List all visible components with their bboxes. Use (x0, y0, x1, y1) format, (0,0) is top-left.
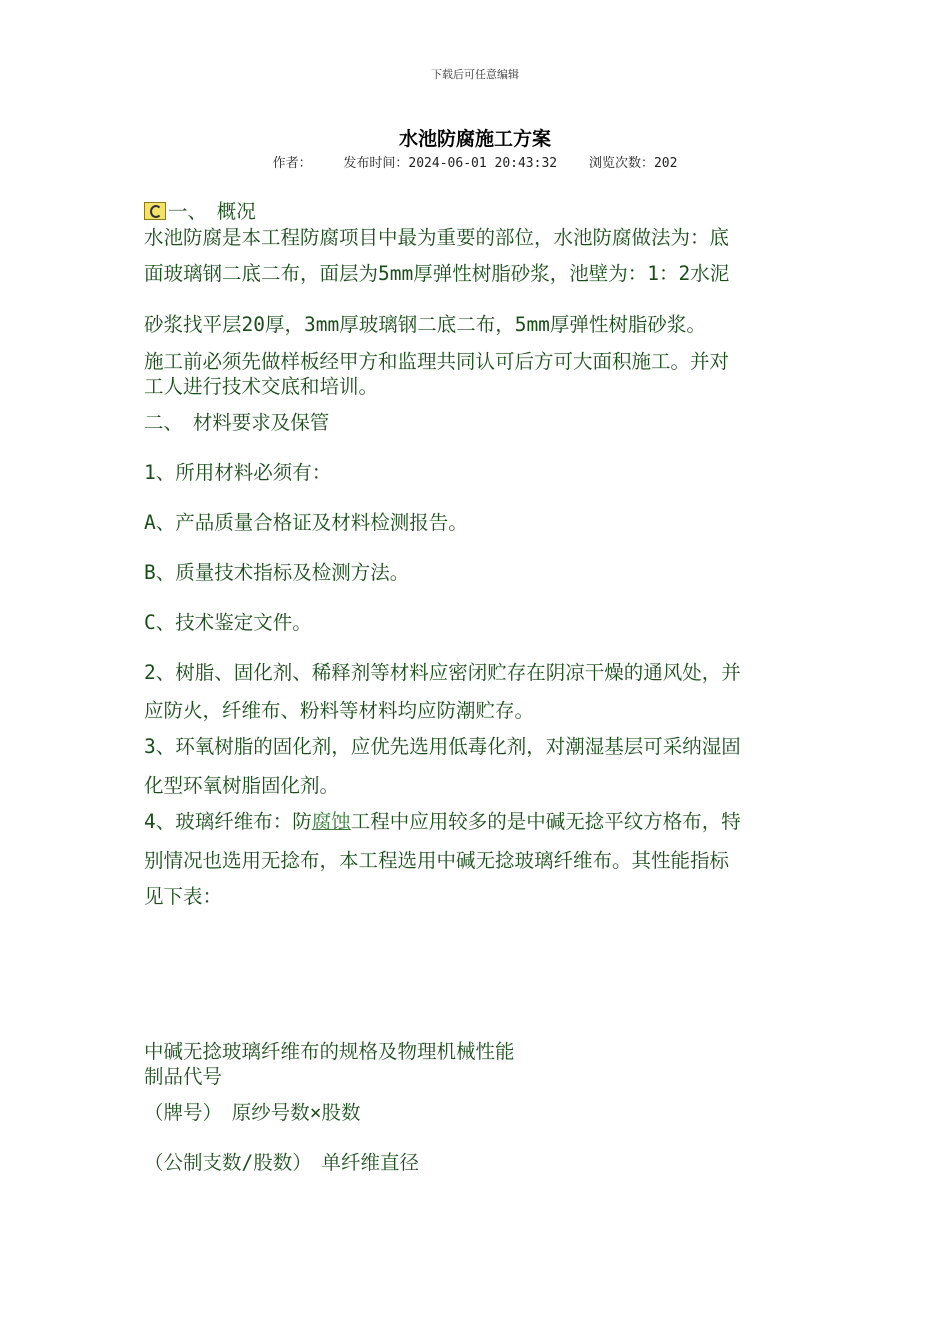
section-heading-1 (144, 196, 256, 224)
table-caption: 中碱无捻玻璃纤维布的规格及物理机械性能 (144, 1040, 515, 1063)
paragraph-line: 水池防腐是本工程防腐项目中最为重要的部位，水池防腐做法为：底 (144, 226, 730, 249)
corrosion-link[interactable]: 腐蚀 (311, 810, 351, 833)
table-header-cell: （牌号） 原纱号数×股数 (144, 1101, 361, 1124)
list-item-text: 工程中应用较多的是中碱无捻平纹方格布，特 (350, 810, 741, 833)
table-header-cell: 制品代号 (144, 1065, 223, 1088)
section-heading-2: 二、 材料要求及保管 (144, 411, 330, 434)
page-title: 水池防腐施工方案 (398, 128, 551, 150)
paragraph-line: 工人进行技术交底和培训。 (144, 375, 379, 398)
author-label: 作者： (272, 156, 312, 171)
doc-search-icon (144, 202, 166, 220)
list-item: A、产品质量合格证及材料检测报告。 (144, 511, 468, 534)
list-item: 2、树脂、固化剂、稀释剂等材料应密闭贮存在阴凉干燥的通风处，并 (144, 661, 741, 684)
section-heading-1-text: 一、 概况 (168, 200, 256, 223)
list-item (144, 806, 741, 834)
paragraph-line: 砂浆找平层20厚，3mm厚玻璃钢二底二布，5mm厚弹性树脂砂浆。 (144, 313, 706, 336)
list-item: B、质量技术指标及检测方法。 (144, 561, 410, 584)
list-item-text: 4、玻璃纤维布：防 (144, 810, 312, 833)
publish-time: 发布时间：2024-06-01 20:43:32 (343, 156, 558, 171)
header-note: 下载后可任意编辑 (431, 68, 519, 81)
view-count: 浏览次数：202 (588, 156, 678, 171)
article-meta (0, 152, 950, 171)
list-item: C、技术鉴定文件。 (144, 611, 312, 634)
paragraph-line: 见下表： (144, 885, 223, 908)
paragraph-line: 别情况也选用无捻布，本工程选用中碱无捻玻璃纤维布。其性能指标 (144, 849, 730, 872)
list-item: 3、环氧树脂的固化剂，应优先选用低毒化剂，对潮湿基层可采纳湿固 (144, 735, 741, 758)
list-item: 1、所用材料必须有： (144, 461, 332, 484)
paragraph-line: 面玻璃钢二底二布，面层为5mm厚弹性树脂砂浆，池壁为：1：2水泥 (144, 262, 730, 285)
paragraph-line: 施工前必须先做样板经甲方和监理共同认可后方可大面积施工。并对 (144, 350, 730, 373)
paragraph-line: 化型环氧树脂固化剂。 (144, 774, 340, 797)
table-header-cell: （公制支数/股数） 单纤维直径 (144, 1151, 419, 1174)
paragraph-line: 应防火，纤维布、粉料等材料均应防潮贮存。 (144, 699, 535, 722)
